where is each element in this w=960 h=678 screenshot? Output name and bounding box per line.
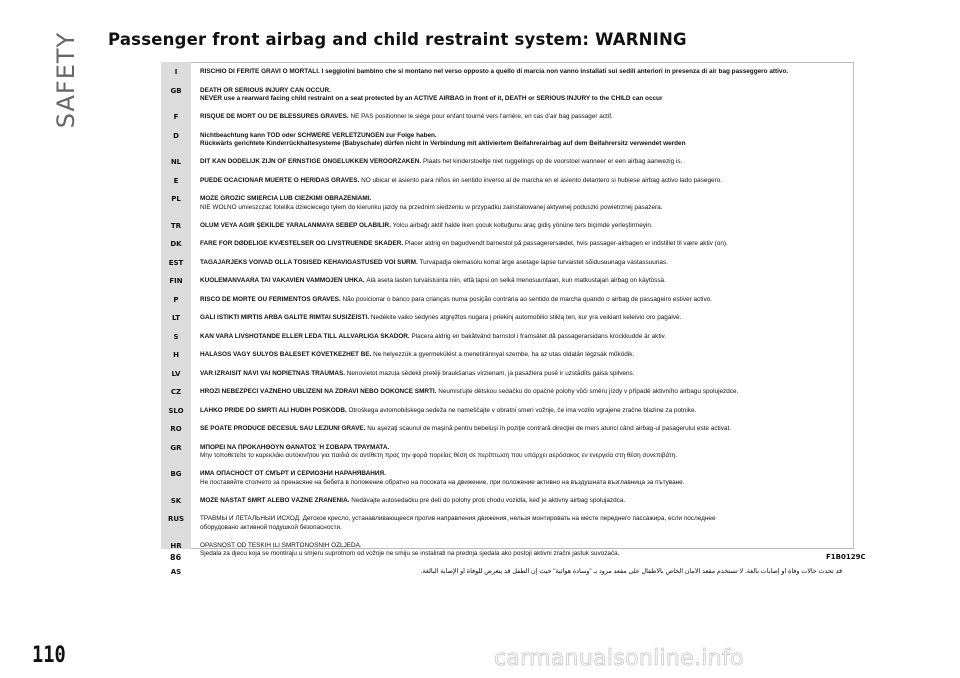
warning-text [191, 85, 854, 105]
warning-text [191, 111, 854, 122]
warning-text [191, 294, 854, 305]
warning-emphasis: FARE FOR DØDELIGE KVÆSTELSER OG LIVSTRUENDE SKADER. [200, 240, 404, 247]
language-code: PL [171, 195, 181, 203]
warning-line [200, 296, 854, 305]
warning-text [191, 349, 854, 360]
warning-row [161, 312, 854, 331]
warning-emphasis: SE POATE PRODUCE DECESUL SAU LEZIUNI GRAVE. [200, 425, 366, 432]
warning-line [200, 132, 854, 141]
warning-text [191, 468, 854, 488]
warning-text [191, 386, 854, 397]
warning-row [161, 193, 854, 220]
warning-emphasis: PUEDE OCACIONAR MUERTE O HERIDAS GRAVES. [200, 176, 360, 184]
warning-line [200, 407, 854, 416]
warning-body: ТРАВМЫ И ЛЕТАЛЬНЫЙ ИСХОД. Детское кресло, устанавливающееся против направления движения, нельзя монтировать на месте переднего пассажира, если последнее [200, 515, 716, 522]
warning-line [200, 195, 854, 204]
warning-row [161, 85, 854, 112]
language-code: AS [170, 568, 182, 576]
warning-body: Ne helyezzük a gyermekülést a menetiránnyal szembe, ha az utas oldalán légzsák működik. [371, 351, 635, 358]
warning-text [191, 442, 854, 462]
warning-line [200, 497, 854, 506]
language-code: LV [171, 369, 181, 378]
warning-line [200, 333, 854, 342]
language-code: NL [170, 158, 182, 166]
warning-text [191, 238, 854, 249]
warning-emphasis: KUOLEMANVAARA TAI VAKAVIEN VAMMOJEN UHKA. [200, 277, 365, 284]
language-code: GB [170, 86, 182, 95]
language-code: BG [170, 470, 182, 478]
warning-text [191, 275, 854, 286]
image-code: F1B0129C [826, 553, 866, 561]
language-code: RUS [167, 515, 185, 523]
warning-body: Turvapadja olemasolu korral ärge asetage lapse turvaistet sõidusuunaga vastassuunas. [417, 258, 668, 266]
warning-emphasis: RISCO DE MORTE OU FERIMENTOS GRAVES. [200, 295, 341, 303]
language-code: TR [170, 221, 182, 230]
warning-body: Не поставяйте столчето за пренасяне на бебета в положение обратно на посоката на движение, при положение активно на въздушната възглавница за пътуване. [200, 478, 685, 486]
warning-emphasis: Rückwärts gerichtete Kinderrückhaltesysteme (Babyschale) dürfen nicht in Verbindung mit aktiviertem Beifahrerairbag auf dem Beifahrersitz verwendet werden [200, 140, 686, 148]
warning-line [200, 177, 854, 186]
page-title: Passenger front airbag and child restraint system: WARNING [108, 30, 687, 49]
label-page-reference: 86 [170, 553, 182, 562]
warning-emphasis: TAGAJÄRJEKS VÕIVAD OLLA TÕSISED KEHAVIGASTUSED VÕI SURM. [200, 258, 418, 266]
warning-text [191, 193, 854, 213]
warning-line [200, 314, 854, 323]
warning-emphasis: ΜΠΟΡΕΙ ΝΑ ΠΡΟΚΛΗΘΟΥΝ ΘΑΝΑΤΟΣ Ή ΣΟΒΑΡΑ ΤΡΑΥΜΑΤΑ. [200, 443, 390, 451]
language-code: H [173, 351, 179, 359]
warning-body: Nedėkite vaiko sėdynės atgręžtos nugara į priekinį automobilio stiklą ten, kur yra veikiant keleivio oro pagalvė. [369, 314, 682, 321]
warning-text [191, 513, 854, 533]
language-code: SK [170, 496, 182, 505]
language-code: DK [170, 240, 182, 248]
warning-line [200, 524, 854, 533]
language-code: D [173, 131, 179, 140]
warning-row [161, 442, 854, 469]
warning-text [191, 423, 854, 434]
warning-body: Yolcu airbağı aktif halde iken çocuk koltuğunu araç gidiş yönüne ters biçimde yerleştirmeyin. [390, 221, 653, 229]
warning-line [200, 388, 854, 397]
warning-row [161, 130, 854, 157]
warning-body: Sjedala za djecu koja se montiraju u smjeru suprotnom od vožnje ne smiju se instalirati na prednja sjedala ako postoji aktivni zračni jastuk suvozača. [200, 550, 620, 558]
section-tab-label: SAFETY [52, 31, 81, 129]
warning-body: Otroškega avtomobilskega sedeža ne nameščajte v obratni smeri vožnje, če ima vozilo vgrajene zračne blazine za potnike. [346, 406, 697, 414]
warning-row [161, 257, 854, 276]
warning-emphasis: HALÁSOS VAGY SÚLYOS BALESET KÖVETKEZHET BE. [200, 351, 372, 358]
warning-line [200, 452, 854, 461]
warning-text [191, 495, 854, 506]
section-tab [46, 30, 86, 130]
warning-text [191, 540, 854, 560]
language-code: RO [170, 425, 182, 433]
warning-body: Nedávajte autosedačku pre deti do polohy proti chodu vozidla, keď je aktivny airbag spolujazdca. [349, 496, 626, 504]
warning-body: Placera aldrig en bakåtvänd barnstol i framsätet då passagerarsidans krockkudde är aktiv. [409, 332, 667, 340]
warning-row [161, 566, 854, 585]
warning-emphasis: Nichtbeachtung kann TOD oder SCHWERE VERLETZUNGEN zur Folge haben. [200, 131, 437, 139]
warning-row [161, 495, 854, 514]
warning-emphasis: ÖLÜM VEYA AĞIR ŞEKİLDE YARALANMAYA SEBEP OLABİLİR. [200, 221, 391, 229]
warning-body: Neumisťujte dětskou sedačku do opačné polohy vůči směru jízdy v případě aktivního airbagu spolujezdce. [436, 388, 739, 395]
language-code: F [173, 113, 179, 121]
warning-text [191, 220, 854, 231]
warning-line [200, 222, 854, 231]
language-code: CZ [170, 388, 182, 396]
warning-body: Nenovietot mazuļa sēdekli pretēji braukšanas virzienam, ja pasažiera pusē ir uzstādīts gaisa spilvens. [344, 369, 635, 377]
warning-text [191, 66, 854, 77]
warning-line [200, 370, 854, 379]
warning-row [161, 468, 854, 495]
language-code: EST [168, 258, 184, 267]
warning-line [200, 68, 854, 77]
warning-row [161, 294, 854, 313]
warning-emphasis: DIT KAN DODELIJK ZIJN OF ERNSTIGE ONGELUKKEN VEROORZAKEN. [200, 158, 422, 165]
warning-row [161, 220, 854, 239]
warning-line [200, 259, 854, 268]
language-code: SLO [168, 406, 184, 415]
warning-body: оборудовано активной подушкой безопасности. [200, 523, 342, 531]
warning-body: قد تحدث حالات وفاة أو إصابات بالغة. لا تستخدم مقعد الأمان الخاص بالأطفال على مقعد مزود بـ "وسادة هوائية" حيث إن الطفل قد يتعرض للوفاة أو الإصابة البالغة. [420, 568, 842, 575]
watermark: carmanualsonline.info [494, 646, 744, 671]
warning-row [161, 331, 854, 350]
warning-text [191, 312, 854, 323]
warning-emphasis: RISQUE DE MORT OU DE BLESSURES GRAVES. [200, 113, 349, 120]
warning-line [200, 568, 842, 577]
warning-row [161, 405, 854, 424]
warning-emphasis: KAN VARA LIVSHOTANDE ELLER LEDA TILL ALLVARLIGA SKADOR. [200, 332, 410, 340]
warning-row [161, 275, 854, 294]
warning-line [200, 204, 854, 213]
warning-emphasis: ИМА ОПАСНОСТ ОТ СМЪРТ И СЕРИОЗНИ НАРАНЯВАНИЯ. [200, 470, 386, 477]
warning-body: NE PAS positionner le siège pour enfant tourné vers l'arrière, en cas d'air bag passager actif. [348, 113, 613, 120]
warning-line [200, 470, 854, 479]
warning-line [200, 351, 854, 360]
warning-line [200, 240, 854, 249]
warning-text [191, 368, 854, 379]
warning-body: Placer aldrig en bagudvendt barnestol på passagerersædet, hvis passager-airbagen er indstillet til være aktiv (on). [403, 240, 728, 247]
warning-body: Plaats het kinderstoeltje niet ruggelings op de voorstoel wanneer er een airbag aanwezig is. [421, 158, 683, 165]
warning-line [200, 542, 854, 551]
warning-row [161, 238, 854, 257]
language-code: LT [171, 314, 181, 322]
warning-emphasis: LAHKO PRIDE DO SMRTI ALI HUDIH POŠKODB. [200, 406, 347, 414]
warning-line [200, 158, 854, 167]
warning-line [200, 113, 854, 122]
warning-line [200, 87, 854, 96]
language-code: P [173, 295, 179, 304]
warning-emphasis: GALI IŠTIKTI MIRTIS ARBA GALITE RIMTAI SUSIŽEISTI. [200, 314, 370, 321]
warning-line [200, 277, 854, 286]
warning-body: Não posicionar o banco para crianças numa posição contrária ao sentido de marcha quando o airbag de passageiro estiver activo. [340, 295, 712, 303]
language-code: FIN [169, 277, 183, 285]
warning-line [200, 515, 854, 524]
language-code: GR [170, 443, 182, 452]
warning-text [191, 156, 854, 167]
language-code: S [173, 332, 179, 341]
warning-row [161, 156, 854, 175]
warning-body: Älä aseta lasten turvaistuinta niin, että lapsi on selkä menosuuntaan, kun matkustajan airbag on käytössä. [364, 277, 666, 284]
warning-body: Μην τοποθετείτε το καρεκλάκι αυτοκινήτου για παιδιά σε αντίθετη προς την φορά πορείας θέση σε περίπτωση που υπάρχει αερόσακος εν ενεργεία στη θέση συνεπιβάτη. [200, 452, 678, 460]
language-code: HR [170, 541, 182, 550]
warning-emphasis: DEATH OR SERIOUS INJURY CAN OCCUR. [200, 86, 331, 94]
warning-line [200, 479, 854, 488]
warning-text [191, 257, 854, 268]
warning-emphasis: MOŻE GROZIĆ ŚMIERCIA LUB CIEŻKIMI OBRAŻENIAMI. [200, 195, 372, 202]
warning-row [161, 349, 854, 368]
warning-line [200, 140, 854, 149]
warning-text [191, 331, 854, 342]
warning-text [191, 566, 854, 577]
warning-row [161, 513, 854, 540]
warning-body: OPASNOST OD TEŠKIH ILI SMRTONOSNIH OZLJEDA. [200, 541, 362, 549]
warning-list [161, 66, 854, 585]
warning-body: Nu aşezaţi scaunul de maşină pentru bebeluşi în poziţie contrară direcţiei de mers atunci când airbag-ul pasagerului este activat. [365, 425, 732, 432]
warning-row [161, 423, 854, 442]
warning-body: NIE WOLNO umieszczać fotelika dzieciecego tyłem do kierunku jazdy na przednim siedzeniu w przypadku zainstalowanej aktywnej poduszki powietrznej pasażera. [200, 203, 663, 211]
warning-row [161, 368, 854, 387]
warning-text [191, 175, 854, 186]
warning-emphasis: RISCHIO DI FERITE GRAVI O MORTALI. I seggiolini bambino che si montano nel verso opposto a quello di marcia non vanno installati sui sedili anteriori in presenza di air bag passeggero attivo. [200, 68, 789, 75]
page-number: 110 [32, 643, 66, 668]
warning-text [191, 405, 854, 416]
warning-emphasis: VAR IZRAISĪT NĀVI VAI NOPIETNAS TRAUMAS. [200, 369, 345, 377]
warning-line [200, 425, 854, 434]
language-code: E [173, 176, 179, 185]
warning-emphasis: MÔŽE NASTAŤ SMRŤ ALEBO VÁŽNE ZRANENIA. [200, 496, 350, 504]
warning-row [161, 66, 854, 85]
warning-emphasis: HROZÍ NEBEZPEČÍ VÁŽNÉHO UBLÍŽENÍ NA ZDRAVÍ NEBO DOKONCE SMRTI. [200, 388, 437, 395]
warning-body: NO ubicar el asiento para niños en sentido inverso al de marcha en el asiento delantero si hubiese airbag activo lado pasegero. [359, 176, 723, 184]
language-code: I [174, 68, 178, 76]
warning-line [200, 444, 854, 453]
warning-line [200, 550, 854, 559]
warning-line [200, 95, 854, 104]
warning-emphasis: NEVER use a rearward facing child restraint on a seat protected by an ACTIVE AIRBAG in front of it, DEATH or SERIOUS INJURY to the CHILD can occur [200, 95, 663, 103]
warning-row [161, 386, 854, 405]
warning-text [191, 130, 854, 150]
warning-row [161, 111, 854, 130]
warning-row [161, 175, 854, 194]
warning-row [161, 540, 854, 567]
